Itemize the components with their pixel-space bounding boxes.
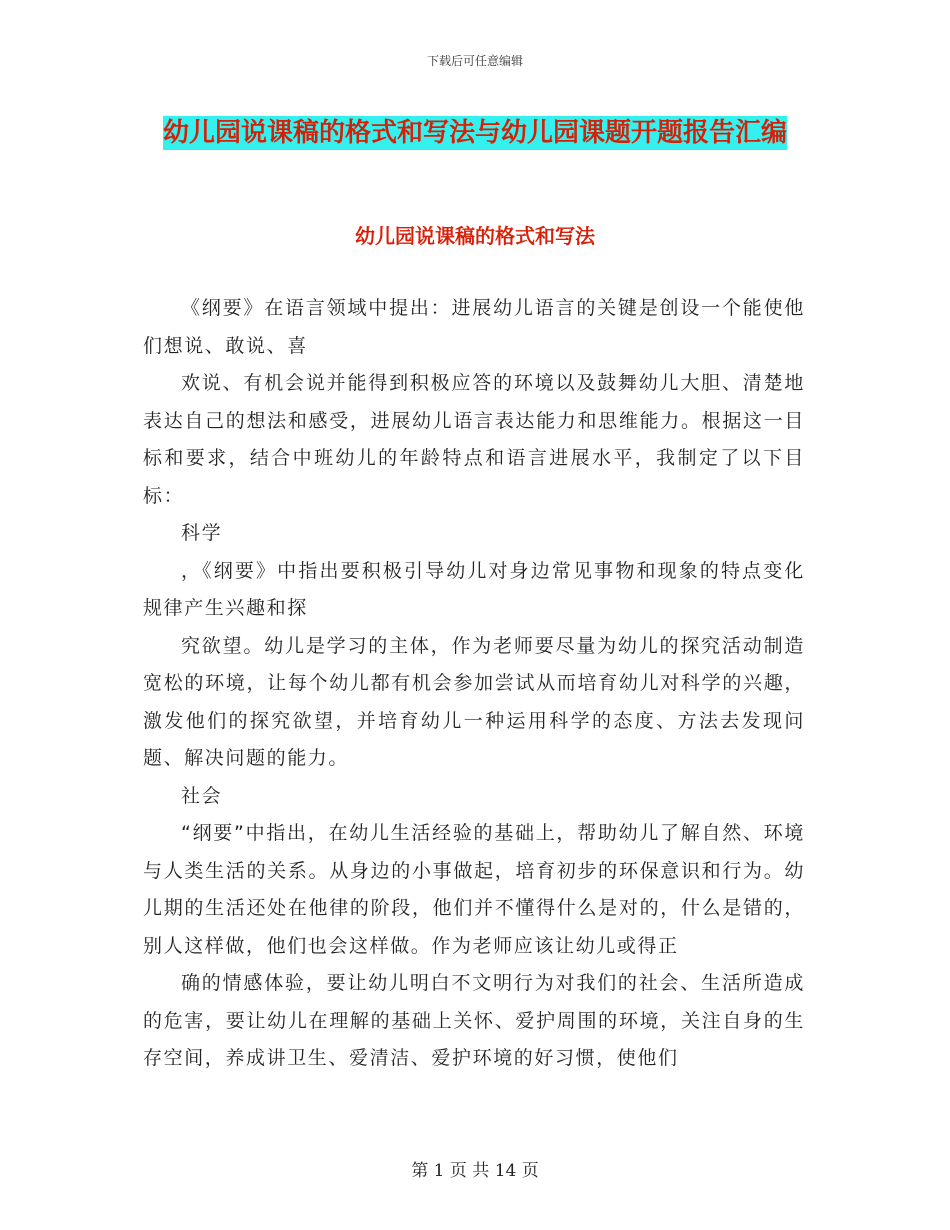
paragraph: 确的情感体验，要让幼儿明白不文明行为对我们的社会、生活所造成的危害，要让幼儿在理解的基础上关怀、爱护周围的环境，关注自身的生存空间，养成讲卫生、爱清洁、爱护环境的好习惯，使他们 [143, 972, 805, 1069]
section-title: 幼儿园说课稿的格式和写法 [355, 224, 595, 248]
paragraph: 欢说、有机会说并能得到积极应答的环境以及鼓舞幼儿大胆、清楚地表达自己的想法和感受，进展幼儿语言表达能力和思维能力。根据这一目标和要求，结合中班幼儿的年龄特点和语言进展水平，我制定了以下目标： [143, 372, 805, 507]
paragraph: ，《纲要》中指出要积极引导幼儿对身边常见事物和现象的特点变化规律产生兴趣和探 [143, 559, 805, 619]
document-body [143, 290, 805, 1078]
page-footer: 第 1 页 共 14 页 [411, 1161, 539, 1181]
document-title-text: 幼儿园说课稿的格式和写法与幼儿园课题开题报告汇编 [162, 118, 787, 148]
paragraph: “纲要”中指出，在幼儿生活经验的基础上，帮助幼儿了解自然、环境与人类生活的关系。从身边的小事做起，培育初步的环保意识和行为。幼儿期的生活还处在他律的阶段，他们并不懂得什么是对的，什么是错的，别人这样做，他们也会这样做。作为老师应该让幼儿或得正 [143, 822, 805, 957]
header-note: 下载后可任意编辑 [426, 54, 523, 68]
paragraph: 社会 [181, 784, 223, 807]
paragraph: 科学 [181, 522, 223, 544]
paragraph: 《纲要》在语言领域中提出：进展幼儿语言的关键是创设一个能使他们想说、敢说、喜 [143, 297, 805, 357]
document-title [140, 108, 810, 159]
paragraph: 究欲望。幼儿是学习的主体，作为老师要尽量为幼儿的探究活动制造宽松的环境，让每个幼儿都有机会参加尝试从而培育幼儿对科学的兴趣，激发他们的探究欲望，并培育幼儿一种运用科学的态度、方法去发现问题、解决问题的能力。 [143, 634, 805, 769]
